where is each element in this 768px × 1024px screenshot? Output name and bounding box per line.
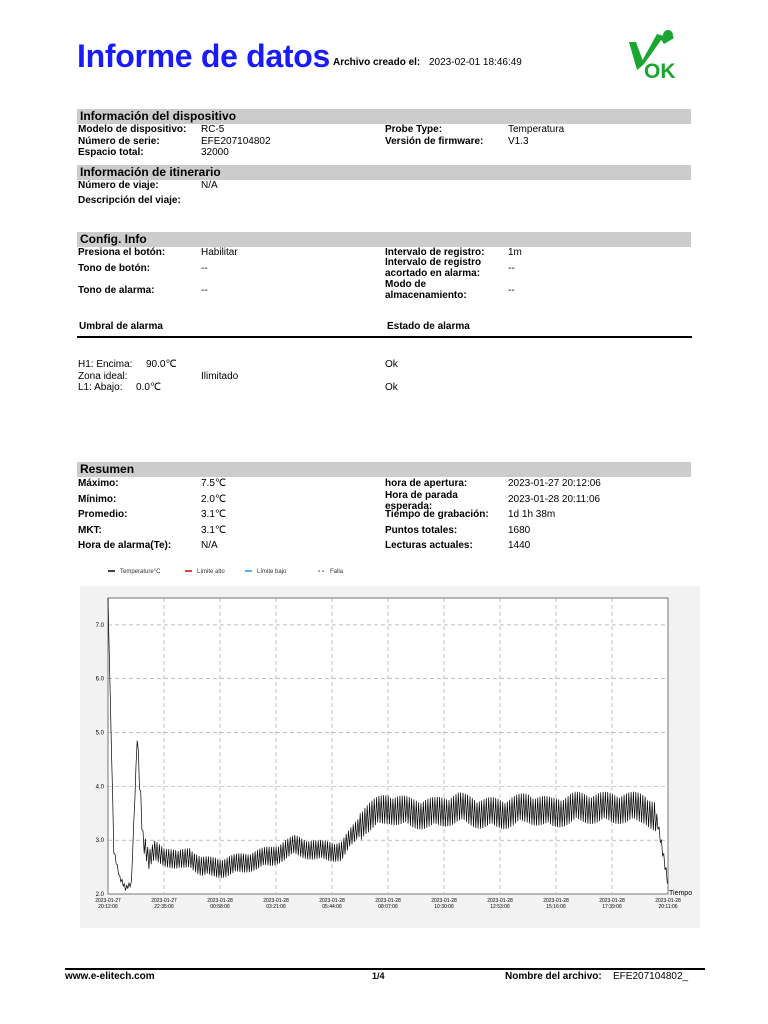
alarm-status-header: Estado de alarma [387, 321, 470, 332]
max-value: 7.5℃ [201, 478, 227, 489]
x-tick-date: 2023-01-28 [599, 898, 625, 904]
created-value: 2023-02-01 18:46:49 [429, 57, 522, 68]
ideal-zone-value: Ilimitado [201, 371, 239, 382]
temperature-chart [80, 562, 700, 928]
alarm-tone-value: -- [201, 285, 208, 296]
y-tick-label: 6.0 [95, 676, 104, 683]
chart-legend-area [80, 562, 700, 586]
alarm-threshold-header: Umbral de alarma [79, 321, 163, 332]
max-label: Máximo: [78, 478, 119, 489]
summary-section-header [77, 462, 691, 477]
x-axis-label: Tiempo [669, 890, 693, 897]
space-label: Espacio total: [78, 147, 144, 158]
alarm-tone-label: Tono de alarma: [78, 285, 155, 296]
model-label: Modelo de dispositivo: [78, 124, 187, 135]
stop-time-label-2: esperada: [385, 501, 433, 512]
firmware-label: Versión de firmware: [385, 136, 484, 147]
legend-label: Límite alto [197, 569, 225, 575]
button-press-value: Habilitar [201, 247, 238, 258]
firmware-value: V1.3 [508, 136, 529, 147]
open-time-value: 2023-01-27 20:12:06 [508, 478, 601, 489]
summary-section-title: Resumen [80, 462, 135, 476]
trip-section-header [77, 165, 691, 180]
x-tick-date: 2023-01-27 [151, 898, 177, 904]
legend-label: Límite bajo [257, 569, 287, 575]
ok-logo [624, 30, 692, 82]
created-label: Archivo creado el: [333, 57, 421, 68]
y-tick-label: 5.0 [95, 730, 104, 737]
legend-label: Temperature°C [120, 569, 161, 575]
open-time-label: hora de apertura: [385, 478, 468, 489]
x-tick-date: 2023-01-28 [207, 898, 233, 904]
stop-time-value: 2023-01-28 20:11:06 [508, 494, 601, 505]
total-points-value: 1680 [508, 525, 531, 536]
button-tone-label: Tono de botón: [78, 263, 151, 274]
x-tick-date: 2023-01-28 [263, 898, 289, 904]
storage-mode-value: -- [508, 285, 515, 296]
avg-value: 3.1℃ [201, 509, 227, 520]
l1-value: 0.0℃ [136, 382, 162, 393]
legend-label: Falla [330, 569, 344, 575]
alarm-time-label: Hora de alarma(Te): [78, 540, 172, 551]
x-tick-time: 08:07:06 [378, 904, 398, 910]
short-interval-value: -- [508, 263, 515, 274]
x-tick-time: 10:30:06 [434, 904, 454, 910]
config-section-title: Config. Info [80, 232, 147, 246]
mkt-label: MKT: [78, 525, 102, 536]
x-tick-time: 20:11:06 [658, 904, 678, 910]
x-tick-time: 12:53:06 [490, 904, 510, 910]
x-tick-date: 2023-01-28 [487, 898, 513, 904]
current-readings-label: Lecturas actuales: [385, 540, 473, 551]
model-value: RC-5 [201, 124, 225, 135]
footer-rule [65, 968, 705, 970]
rec-time-value: 1d 1h 38m [508, 509, 556, 520]
x-tick-time: 03:21:06 [266, 904, 286, 910]
footer-website[interactable]: www.e-elitech.com [65, 971, 155, 982]
x-tick-date: 2023-01-28 [375, 898, 401, 904]
log-interval-value: 1m [508, 247, 522, 258]
device-section-header [77, 109, 691, 124]
mkt-value: 3.1℃ [201, 525, 227, 536]
footer-filename-value: EFE207104802_ [613, 971, 689, 982]
storage-mode-label-1: Modo de [385, 279, 427, 290]
button-press-label: Presiona el botón: [78, 247, 166, 258]
x-tick-time: 15:16:06 [546, 904, 566, 910]
serial-label: Número de serie: [78, 136, 160, 147]
probe-value: Temperatura [508, 124, 565, 135]
x-tick-date: 2023-01-28 [319, 898, 345, 904]
y-tick-label: 3.0 [95, 838, 104, 845]
h1-value: 90.0℃ [146, 359, 177, 370]
x-tick-time: 22:35:06 [154, 904, 174, 910]
ideal-zone-label: Zona ideal: [78, 371, 128, 382]
alarm-header-rule [77, 336, 692, 338]
log-interval-label: Intervalo de registro: [385, 247, 485, 258]
short-interval-label-2: acortado en alarma: [385, 268, 481, 279]
x-tick-date: 2023-01-28 [431, 898, 457, 904]
device-section-title: Información del dispositivo [80, 109, 237, 123]
alarm-time-value: N/A [201, 540, 218, 551]
logo-text: OK [644, 60, 676, 82]
config-section-header [77, 232, 691, 247]
space-value: 32000 [201, 147, 229, 158]
x-tick-time: 20:12:06 [98, 904, 118, 910]
trip-number-value: N/A [201, 180, 218, 191]
l1-status: Ok [385, 382, 398, 393]
page-title: Informe de datos [77, 38, 331, 74]
current-readings-value: 1440 [508, 540, 531, 551]
storage-mode-label-2: almacenamiento: [385, 290, 467, 301]
y-tick-label: 7.0 [95, 622, 104, 629]
total-points-label: Puntos totales: [385, 525, 458, 536]
x-tick-date: 2023-01-28 [655, 898, 681, 904]
x-tick-time: 00:58:06 [210, 904, 230, 910]
stop-time-label-1: Hora de parada [385, 490, 458, 501]
trip-number-label: Número de viaje: [78, 180, 159, 191]
h1-label: H1: Encima: [78, 359, 133, 370]
avg-label: Promedio: [78, 509, 128, 520]
x-tick-time: 17:39:06 [602, 904, 622, 910]
x-tick-date: 2023-01-28 [543, 898, 569, 904]
h1-status: Ok [385, 359, 398, 370]
min-label: Mínimo: [78, 494, 117, 505]
y-tick-label: 4.0 [95, 784, 104, 791]
footer-filename-label: Nombre del archivo: [505, 971, 602, 982]
trip-desc-label: Descripción del viaje: [78, 195, 181, 206]
l1-label: L1: Abajo: [78, 382, 123, 393]
rec-time-label: Tiempo de grabación: [385, 509, 489, 520]
serial-value: EFE207104802 [201, 136, 271, 147]
probe-label: Probe Type: [385, 124, 443, 135]
button-tone-value: -- [201, 263, 208, 274]
x-tick-date: 2023-01-27 [95, 898, 121, 904]
short-interval-label-1: Intervalo de registro [385, 257, 482, 268]
x-tick-time: 05:44:06 [322, 904, 342, 910]
trip-section-title: Información de itinerario [80, 165, 221, 179]
footer-page-number: 1/4 [372, 971, 385, 981]
y-tick-label: 2.0 [95, 892, 104, 898]
min-value: 2.0℃ [201, 494, 227, 505]
